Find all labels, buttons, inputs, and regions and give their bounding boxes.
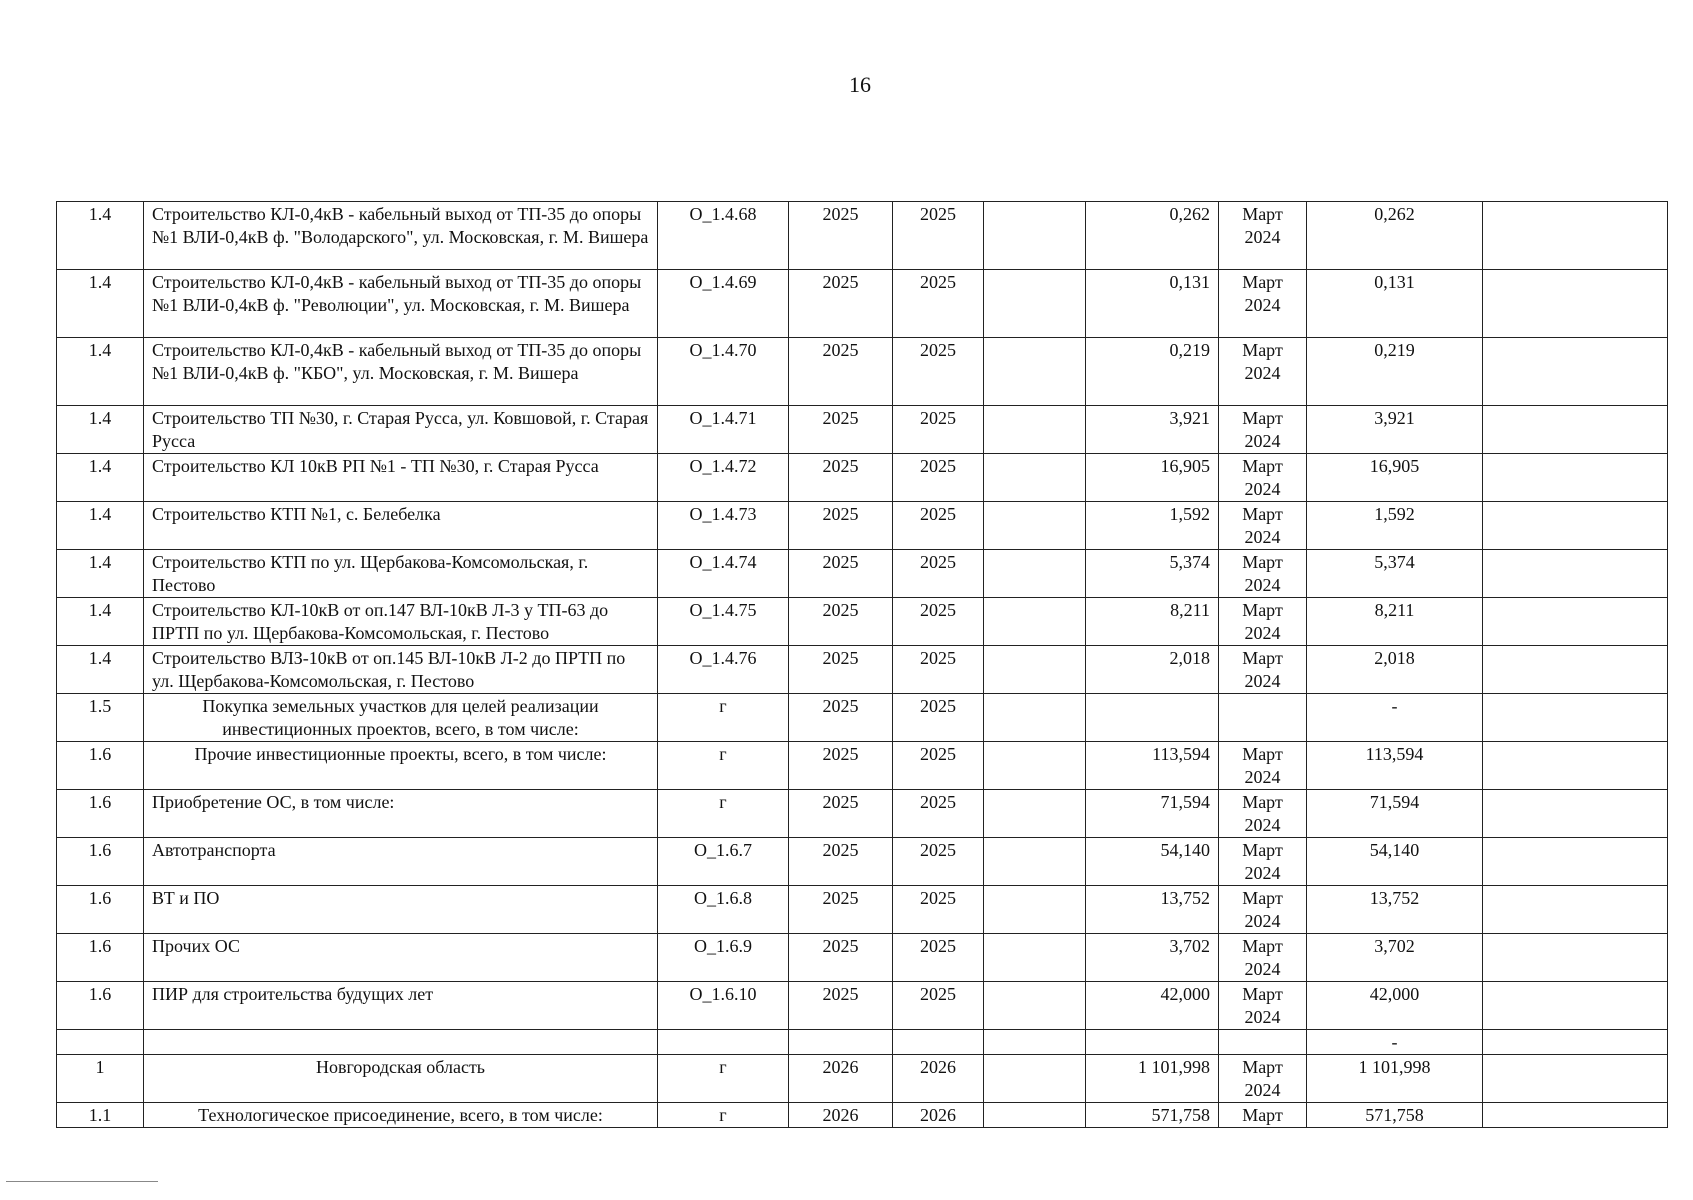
project-name: Строительство КТП по ул. Щербакова-Комсомольская, г. Пестово [144, 550, 658, 598]
price-date [1219, 1030, 1307, 1055]
empty-cell [984, 838, 1086, 886]
cost-amount: 2,018 [1086, 646, 1219, 694]
end-year: 2026 [893, 1055, 984, 1103]
table-row [57, 502, 1668, 550]
empty-cell [984, 598, 1086, 646]
price-date: Март 2024 [1219, 982, 1307, 1030]
empty-cell [1483, 270, 1668, 338]
table-row [57, 886, 1668, 934]
project-code: О_1.4.71 [658, 406, 789, 454]
empty-cell [984, 338, 1086, 406]
end-year: 2025 [893, 406, 984, 454]
project-code: О_1.4.70 [658, 338, 789, 406]
empty-cell [1483, 502, 1668, 550]
row-number: 1.4 [57, 598, 144, 646]
price-date: Март 2024 [1219, 598, 1307, 646]
project-code: О_1.4.69 [658, 270, 789, 338]
cost-amount-total: 5,374 [1307, 550, 1483, 598]
project-code: г [658, 1055, 789, 1103]
project-code: О_1.4.72 [658, 454, 789, 502]
start-year: 2025 [789, 694, 893, 742]
start-year: 2026 [789, 1103, 893, 1128]
table-row [57, 598, 1668, 646]
row-number: 1.1 [57, 1103, 144, 1128]
project-code: О_1.6.10 [658, 982, 789, 1030]
end-year: 2025 [893, 886, 984, 934]
end-year: 2025 [893, 338, 984, 406]
cost-amount-total: 1 101,998 [1307, 1055, 1483, 1103]
empty-cell [984, 502, 1086, 550]
cost-amount: 5,374 [1086, 550, 1219, 598]
cost-amount-total: 0,262 [1307, 202, 1483, 270]
cost-amount-total: 113,594 [1307, 742, 1483, 790]
end-year: 2025 [893, 838, 984, 886]
start-year: 2025 [789, 550, 893, 598]
empty-cell [984, 1103, 1086, 1128]
empty-cell [984, 550, 1086, 598]
empty-cell [1483, 838, 1668, 886]
cost-amount-total: 13,752 [1307, 886, 1483, 934]
start-year: 2025 [789, 886, 893, 934]
price-date: Март 2024 [1219, 202, 1307, 270]
price-date: Март 2024 [1219, 742, 1307, 790]
row-number [57, 1030, 144, 1055]
price-date: Март 2024 [1219, 1055, 1307, 1103]
project-name: Строительство КТП №1, с. Белебелка [144, 502, 658, 550]
cost-amount-total: 54,140 [1307, 838, 1483, 886]
table-row [57, 338, 1668, 406]
cost-amount: 13,752 [1086, 886, 1219, 934]
empty-cell [984, 694, 1086, 742]
table-row [57, 1103, 1668, 1128]
start-year: 2025 [789, 790, 893, 838]
price-date: Март 2024 [1219, 270, 1307, 338]
table-row [57, 694, 1668, 742]
end-year: 2025 [893, 982, 984, 1030]
project-code: О_1.4.76 [658, 646, 789, 694]
project-code: О_1.4.75 [658, 598, 789, 646]
end-year: 2025 [893, 646, 984, 694]
row-number: 1.6 [57, 838, 144, 886]
project-code: г [658, 694, 789, 742]
investment-table [56, 201, 1668, 1128]
project-code: г [658, 790, 789, 838]
empty-cell [1483, 550, 1668, 598]
price-date: Март [1219, 1103, 1307, 1128]
start-year: 2025 [789, 934, 893, 982]
project-name: Новгородская область [144, 1055, 658, 1103]
empty-cell [1483, 598, 1668, 646]
table-row [57, 270, 1668, 338]
end-year: 2026 [893, 1103, 984, 1128]
cost-amount: 16,905 [1086, 454, 1219, 502]
project-name: Строительство ВЛЗ-10кВ от оп.145 ВЛ-10кВ Л-2 до ПРТП по ул. Щербакова-Комсомольская, г. Пестово [144, 646, 658, 694]
row-number: 1.6 [57, 934, 144, 982]
row-number: 1.6 [57, 742, 144, 790]
footer-divider [6, 1181, 158, 1182]
cost-amount-total: 0,131 [1307, 270, 1483, 338]
price-date: Март 2024 [1219, 886, 1307, 934]
price-date [1219, 694, 1307, 742]
end-year: 2025 [893, 598, 984, 646]
cost-amount: 3,702 [1086, 934, 1219, 982]
cost-amount-total: 3,921 [1307, 406, 1483, 454]
empty-cell [984, 1055, 1086, 1103]
cost-amount-total: 42,000 [1307, 982, 1483, 1030]
end-year: 2025 [893, 934, 984, 982]
empty-cell [984, 270, 1086, 338]
cost-amount: 1,592 [1086, 502, 1219, 550]
empty-cell [1483, 886, 1668, 934]
row-number: 1.4 [57, 270, 144, 338]
row-number: 1.4 [57, 550, 144, 598]
cost-amount: 8,211 [1086, 598, 1219, 646]
row-number: 1.6 [57, 790, 144, 838]
start-year: 2025 [789, 646, 893, 694]
row-number: 1 [57, 1055, 144, 1103]
empty-cell [984, 934, 1086, 982]
project-name: Прочие инвестиционные проекты, всего, в том числе: [144, 742, 658, 790]
row-number: 1.4 [57, 406, 144, 454]
start-year: 2025 [789, 454, 893, 502]
project-code: О_1.4.73 [658, 502, 789, 550]
empty-cell [1483, 202, 1668, 270]
end-year: 2025 [893, 270, 984, 338]
cost-amount-total: 8,211 [1307, 598, 1483, 646]
price-date: Март 2024 [1219, 646, 1307, 694]
cost-amount-total: 571,758 [1307, 1103, 1483, 1128]
empty-cell [984, 646, 1086, 694]
empty-cell [1483, 338, 1668, 406]
empty-cell [1483, 1055, 1668, 1103]
cost-amount: 0,262 [1086, 202, 1219, 270]
price-date: Март 2024 [1219, 790, 1307, 838]
cost-amount: 571,758 [1086, 1103, 1219, 1128]
start-year: 2025 [789, 270, 893, 338]
empty-cell [984, 742, 1086, 790]
empty-cell [1483, 790, 1668, 838]
end-year: 2025 [893, 502, 984, 550]
table-row [57, 934, 1668, 982]
table-row [57, 454, 1668, 502]
empty-cell [1483, 694, 1668, 742]
cost-amount: 3,921 [1086, 406, 1219, 454]
project-name: Строительство КЛ-10кВ от оп.147 ВЛ-10кВ Л-3 у ТП-63 до ПРТП по ул. Щербакова-Комсомольская, г. Пестово [144, 598, 658, 646]
start-year: 2025 [789, 338, 893, 406]
cost-amount: 0,131 [1086, 270, 1219, 338]
price-date: Март 2024 [1219, 406, 1307, 454]
price-date: Март 2024 [1219, 838, 1307, 886]
table-row [57, 550, 1668, 598]
cost-amount-total: 71,594 [1307, 790, 1483, 838]
start-year: 2025 [789, 838, 893, 886]
project-name: ПИР для строительства будущих лет [144, 982, 658, 1030]
project-code: О_1.4.74 [658, 550, 789, 598]
row-number: 1.4 [57, 502, 144, 550]
row-number: 1.4 [57, 454, 144, 502]
end-year: 2025 [893, 550, 984, 598]
project-name: ВТ и ПО [144, 886, 658, 934]
project-code: г [658, 1103, 789, 1128]
start-year [789, 1030, 893, 1055]
empty-cell [1483, 1103, 1668, 1128]
table-row [57, 742, 1668, 790]
start-year: 2026 [789, 1055, 893, 1103]
empty-cell [1483, 406, 1668, 454]
project-name: Прочих ОС [144, 934, 658, 982]
project-name: Строительство КЛ-0,4кВ - кабельный выход от ТП-35 до опоры №1 ВЛИ-0,4кВ ф. "КБО", ул. Московская, г. М. Вишера [144, 338, 658, 406]
empty-cell [1483, 1030, 1668, 1055]
project-name: Строительство КЛ 10кВ РП №1 - ТП №30, г. Старая Русса [144, 454, 658, 502]
cost-amount: 1 101,998 [1086, 1055, 1219, 1103]
cost-amount-total: 2,018 [1307, 646, 1483, 694]
cost-amount: 54,140 [1086, 838, 1219, 886]
empty-cell [984, 982, 1086, 1030]
empty-cell [1483, 454, 1668, 502]
row-number: 1.4 [57, 646, 144, 694]
empty-cell [984, 1030, 1086, 1055]
row-number: 1.4 [57, 202, 144, 270]
project-code: О_1.6.7 [658, 838, 789, 886]
cost-amount: 42,000 [1086, 982, 1219, 1030]
project-code: О_1.6.8 [658, 886, 789, 934]
start-year: 2025 [789, 202, 893, 270]
table-body [57, 202, 1668, 1128]
page-number: 16 [849, 72, 871, 97]
table-row [57, 646, 1668, 694]
table-row [57, 982, 1668, 1030]
start-year: 2025 [789, 982, 893, 1030]
cost-amount-total: 16,905 [1307, 454, 1483, 502]
end-year: 2025 [893, 694, 984, 742]
project-code: г [658, 742, 789, 790]
end-year [893, 1030, 984, 1055]
price-date: Март 2024 [1219, 502, 1307, 550]
price-date: Март 2024 [1219, 934, 1307, 982]
end-year: 2025 [893, 202, 984, 270]
project-code: О_1.6.9 [658, 934, 789, 982]
row-number: 1.6 [57, 982, 144, 1030]
table-row [57, 790, 1668, 838]
end-year: 2025 [893, 742, 984, 790]
project-name [144, 1030, 658, 1055]
project-name: Приобретение ОС, в том числе: [144, 790, 658, 838]
empty-cell [984, 406, 1086, 454]
cost-amount-total: 3,702 [1307, 934, 1483, 982]
cost-amount [1086, 1030, 1219, 1055]
project-name: Строительство КЛ-0,4кВ - кабельный выход от ТП-35 до опоры №1 ВЛИ-0,4кВ ф. "Революции", ул. Московская, г. М. Вишера [144, 270, 658, 338]
empty-cell [984, 790, 1086, 838]
price-date: Март 2024 [1219, 338, 1307, 406]
project-name: Строительство КЛ-0,4кВ - кабельный выход от ТП-35 до опоры №1 ВЛИ-0,4кВ ф. "Володарского", ул. Московская, г. М. Вишера [144, 202, 658, 270]
cost-amount: 0,219 [1086, 338, 1219, 406]
cost-amount-total: 1,592 [1307, 502, 1483, 550]
table-row [57, 838, 1668, 886]
start-year: 2025 [789, 406, 893, 454]
row-number: 1.5 [57, 694, 144, 742]
cost-amount-total: - [1307, 694, 1483, 742]
price-date: Март 2024 [1219, 550, 1307, 598]
row-number: 1.6 [57, 886, 144, 934]
start-year: 2025 [789, 742, 893, 790]
empty-cell [984, 886, 1086, 934]
cost-amount: 71,594 [1086, 790, 1219, 838]
empty-cell [984, 454, 1086, 502]
start-year: 2025 [789, 502, 893, 550]
project-name: Покупка земельных участков для целей реализации инвестиционных проектов, всего, в том числе: [144, 694, 658, 742]
end-year: 2025 [893, 454, 984, 502]
empty-cell [984, 202, 1086, 270]
project-name: Автотранспорта [144, 838, 658, 886]
empty-cell [1483, 646, 1668, 694]
project-code [658, 1030, 789, 1055]
cost-amount-total: 0,219 [1307, 338, 1483, 406]
cost-amount [1086, 694, 1219, 742]
start-year: 2025 [789, 598, 893, 646]
project-code: О_1.4.68 [658, 202, 789, 270]
row-number: 1.4 [57, 338, 144, 406]
price-date: Март 2024 [1219, 454, 1307, 502]
table-row [57, 406, 1668, 454]
project-name: Строительство ТП №30, г. Старая Русса, ул. Ковшовой, г. Старая Русса [144, 406, 658, 454]
cost-amount-total: - [1307, 1030, 1483, 1055]
end-year: 2025 [893, 790, 984, 838]
table-row [57, 1055, 1668, 1103]
empty-cell [1483, 934, 1668, 982]
empty-cell [1483, 742, 1668, 790]
table-row [57, 202, 1668, 270]
project-name: Технологическое присоединение, всего, в том числе: [144, 1103, 658, 1128]
cost-amount: 113,594 [1086, 742, 1219, 790]
empty-cell [1483, 982, 1668, 1030]
table-row [57, 1030, 1668, 1055]
